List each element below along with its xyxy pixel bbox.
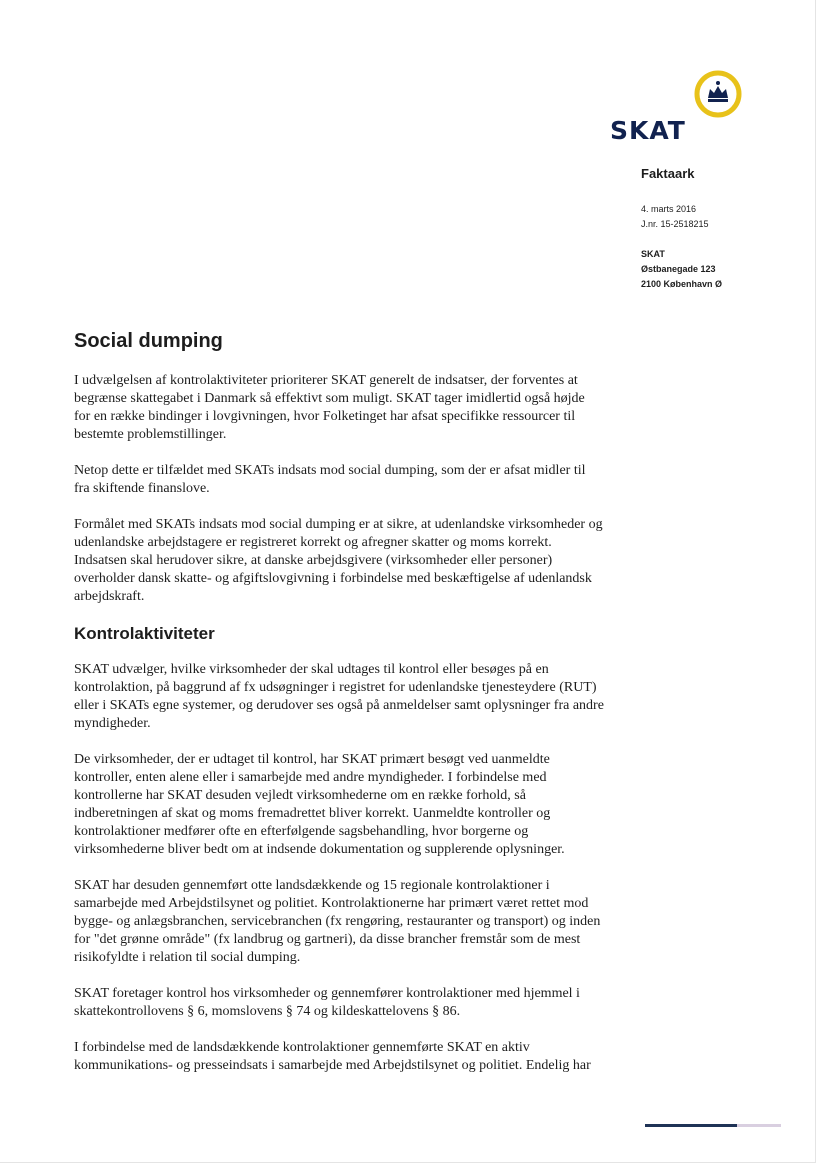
- skat-wordmark: SKAT: [610, 116, 686, 145]
- doc-date: 4. marts 2016: [641, 204, 697, 214]
- paragraph: I forbindelse med de landsdækkende kontrolaktioner gennemførte SKAT en aktiv kommunikations- og presseindsats i samarbejde med Arbejdstilsynet og politiet. Endelig har: [74, 1040, 591, 1073]
- paragraph: SKAT har desuden gennemført otte landsdækkende og 15 regionale kontrolaktioner i samarbejde med Arbejdstilsynet og politiet. Kontrolaktionerne har primært været rettet mod bygge- og anlægsbranchen, servicebranchen (fx rengøring, restauranter og transport) og inden for "det grønne område" (fx landbrug og gartneri), da disse brancher fremstår som de mest risikofyldte i relation til social dumping.: [74, 878, 601, 965]
- paragraph: I udvælgelsen af kontrolaktiviteter prioriterer SKAT generelt de indsatser, der forventes at begrænse skattegabet i Danmark så effektivt som muligt. SKAT tager imidlertid også højde for en række bindinger i lovgivningen, hvor Folketinget har afsat specifikke ressourcer til bestemte problemstillinger.: [74, 373, 585, 442]
- crown-emblem-icon: [692, 68, 744, 120]
- document-body: [74, 330, 604, 1093]
- skat-logo: [610, 66, 745, 146]
- page-title: Social dumping: [74, 330, 223, 352]
- footer-bar: [645, 1124, 737, 1127]
- address-city: 2100 København Ø: [641, 279, 723, 289]
- doc-type: Faktaark: [641, 166, 695, 181]
- sender-address: [641, 247, 801, 292]
- section-heading: Kontrolaktiviteter: [74, 624, 215, 643]
- paragraph: De virksomheder, der er udtaget til kontrol, har SKAT primært besøgt ved uanmeldte kontroller, enten alene eller i samarbejde med andre myndigheder. I forbindelse med kontrollerne har SKAT desuden vejledt virksomhederne om en række forhold, så indberetningen af skat og moms fremadrettet bliver korrekt. Uanmeldte kontroller og kontrolaktioner medfører ofte en efterfølgende sagsbehandling, hvor borgerne og virksomhederne bliver bedt om at indsende dokumentation og supplerende oplysninger.: [74, 752, 565, 857]
- document-meta: [641, 166, 801, 292]
- paragraph: Formålet med SKATs indsats mod social dumping er at sikre, at udenlandske virksomheder og udenlandske arbejdstagere er registreret korrekt og afregner skatter og moms korrekt. Indsatsen skal herudover sikre, at danske arbejdsgivere (virksomheder eller personer) overholder dansk skatte- og afgiftslovgivning i forbindelse med beskæftigelse af udenlandsk arbejdskraft.: [74, 517, 603, 604]
- journal-number: J.nr. 15-2518215: [641, 219, 709, 229]
- footer-bar-accent: [737, 1124, 781, 1127]
- paragraph: Netop dette er tilfældet med SKATs indsats mod social dumping, som der er afsat midler til fra skiftende finanslove.: [74, 463, 586, 496]
- address-street: Østbanegade 123: [641, 264, 716, 274]
- paragraph: SKAT foretager kontrol hos virksomheder og gennemfører kontrolaktioner med hjemmel i skattekontrollovens § 6, momslovens § 74 og kildeskattelovens § 86.: [74, 986, 580, 1019]
- address-org: SKAT: [641, 249, 665, 259]
- paragraph: SKAT udvælger, hvilke virksomheder der skal udtages til kontrol eller besøges på en kontrolaktion, på baggrund af fx udsøgninger i registret for udenlandske tjenesteydere (RUT) eller i SKATs egne systemer, og derudover ses også på anmeldelser samt oplysninger fra andre myndigheder.: [74, 662, 604, 731]
